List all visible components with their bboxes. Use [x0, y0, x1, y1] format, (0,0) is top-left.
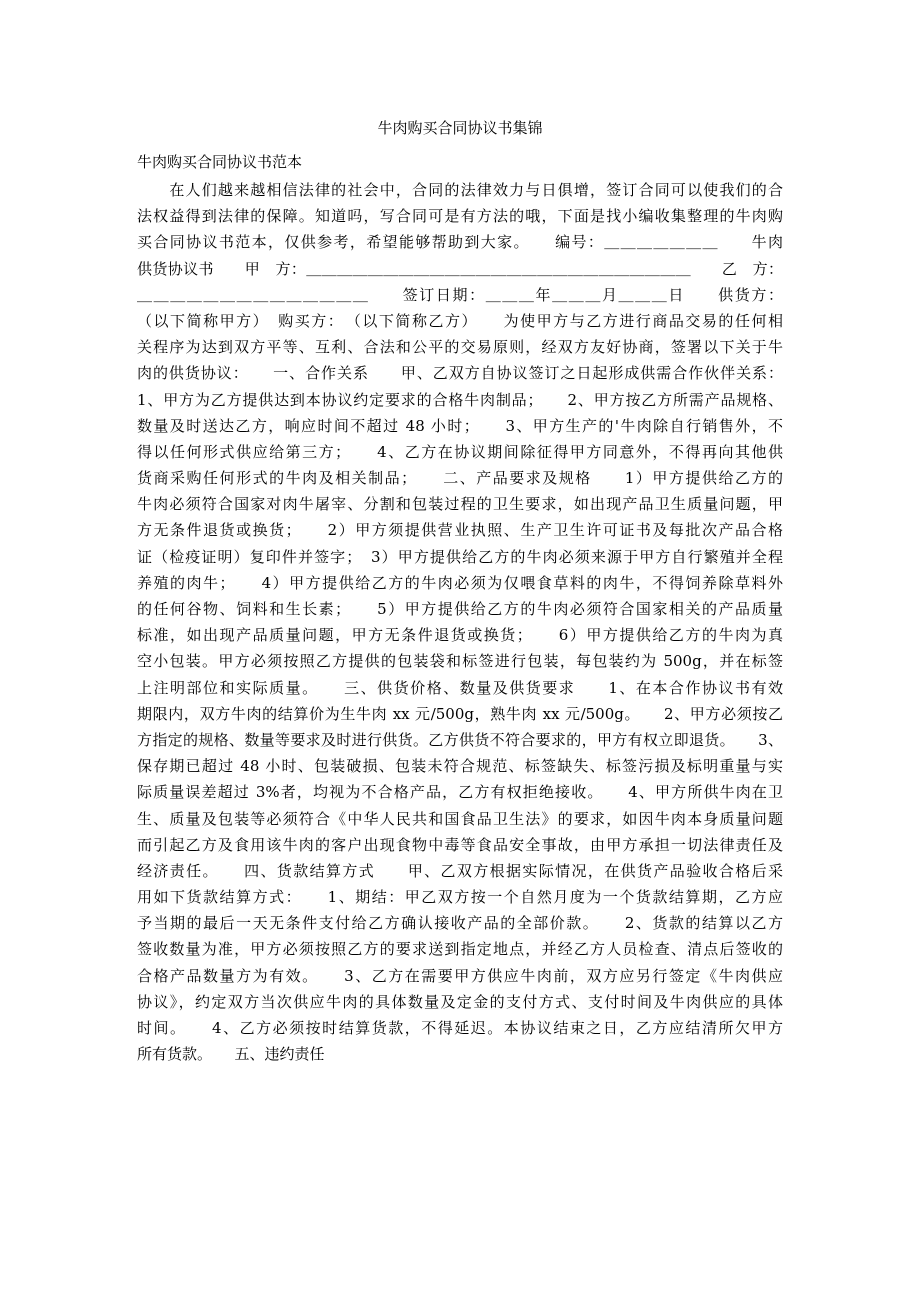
- body-line: 标准，如出现产品质量问题，甲方无条件退货或换货； 6）甲方提供给乙方的牛肉为真: [137, 626, 783, 645]
- document-subtitle: 牛肉购买合同协议书范本: [137, 153, 303, 171]
- body-line: 期限内，双方牛肉的结算价为生牛肉 xx 元/500g，熟牛肉 xx 元/500g。 2、甲方必须按乙: [137, 704, 783, 723]
- document-body: [137, 177, 783, 1067]
- body-line: 的任何谷物、饲料和生长素； 5）甲方提供给乙方的牛肉必须符合国家相关的产品质量: [137, 600, 783, 618]
- body-line: 货商采购任何形式的牛肉及相关制品； 二、产品要求及规格 1）甲方提供给乙方的: [137, 469, 783, 488]
- body-line: 数量及时送达乙方，响应时间不超过 48 小时； 3、甲方生产的'牛肉除自行销售外，不: [137, 416, 783, 435]
- body-line: 而引起乙方及食用该牛肉的客户出现食物中毒等食品安全事故，由甲方承担一切法律责任及: [137, 835, 783, 854]
- body-line: 供货协议书 甲 方：＿＿＿＿＿＿＿＿＿＿＿＿＿＿＿＿＿＿＿＿＿＿＿＿＿ 乙 方：: [137, 259, 783, 278]
- body-line: 1、甲方为乙方提供达到本协议约定要求的合格牛肉制品； 2、甲方按乙方所需产品规格、: [137, 390, 783, 409]
- body-line: 合格产品数量方为有效。 3、乙方在需要甲方供应牛肉前，双方应另行签定《牛肉供应: [137, 966, 783, 985]
- body-line: 方无条件退货或换货； 2）甲方须提供营业执照、生产卫生许可证书及每批次产品合格: [137, 521, 783, 540]
- body-line: 方指定的规格、数量等要求及时进行供货。乙方供货不符合要求的，甲方有权立即退货。 3、: [137, 730, 783, 749]
- body-line: 法权益得到法律的保障。知道吗，写合同可是有方法的哦，下面是找小编收集整理的牛肉购: [137, 207, 783, 226]
- body-line: 生、质量及包装等必须符合《中华人民共和国食品卫生法》的要求，如因牛肉本身质量问题: [137, 809, 783, 828]
- body-line: 际质量误差超过 3%者，均视为不合格产品，乙方有权拒绝接收。 4、甲方所供牛肉在卫: [137, 783, 783, 802]
- body-line: 关程序为达到双方平等、互利、合法和公平的交易原则，经双方友好协商，签署以下关于牛: [137, 338, 783, 357]
- body-line: 经济责任。 四、货款结算方式 甲、乙双方根据实际情况，在供货产品验收合格后采: [137, 861, 783, 880]
- body-line: 用如下货款结算方式： 1、期结：甲乙双方按一个自然月度为一个货款结算期，乙方应: [137, 888, 783, 907]
- body-line: 予当期的最后一天无条件支付给乙方确认接收产品的全部价款。 2、货款的结算以乙方: [137, 914, 783, 933]
- body-line: 时间。 4、乙方必须按时结算货款，不得延迟。本协议结束之日，乙方应结清所欠甲方: [137, 1019, 783, 1037]
- body-line: 上注明部位和实际质量。 三、供货价格、数量及供货要求 1、在本合作协议书有效: [137, 678, 783, 697]
- body-line: 买合同协议书范本，仅供参考，希望能够帮助到大家。 编号：＿＿＿＿＿＿＿ 牛肉: [137, 233, 783, 252]
- body-line: 牛肉必须符合国家对肉牛屠宰、分割和包装过程的卫生要求，如出现产品卫生质量问题，甲: [137, 495, 783, 514]
- body-line: 空小包装。甲方必须按照乙方提供的包装袋和标签进行包装，每包装约为 500g，并在标签: [137, 652, 783, 671]
- body-line: 签收数量为准，甲方必须按照乙方的要求送到指定地点，并经乙方人员检查、清点后签收的: [137, 940, 783, 959]
- body-line: 在人们越来越相信法律的社会中，合同的法律效力与日俱增，签订合同可以使我们的合: [137, 181, 783, 199]
- body-line: 协议》，约定双方当次供应牛肉的具体数量及定金的支付方式、支付时间及牛肉供应的具体: [137, 992, 783, 1011]
- body-line: 养殖的肉牛； 4）甲方提供给乙方的牛肉必须为仅喂食草料的肉牛，不得饲养除草料外: [137, 573, 783, 592]
- body-line: 证（检疫证明）复印件并签字； 3）甲方提供给乙方的牛肉必须来源于甲方自行繁殖并全程: [137, 547, 783, 566]
- body-line: 肉的供货协议： 一、合作关系 甲、乙双方自协议签订之日起形成供需合作伙伴关系：: [137, 364, 783, 383]
- body-line: ＿＿＿＿＿＿＿＿＿＿＿＿＿＿ 签订日期：＿＿＿年＿＿＿月＿＿＿日 供货方：: [137, 285, 783, 304]
- body-line: 保存期已超过 48 小时、包装破损、包装未符合规范、标签缺失、标签污损及标明重量与实: [137, 757, 783, 776]
- body-line: 所有货款。 五、违约责任: [137, 1045, 325, 1064]
- document-title: 牛肉购买合同协议书集锦: [377, 119, 543, 137]
- body-line: 得以任何形式供应给第三方； 4、乙方在协议期间除征得甲方同意外，不得再向其他供: [137, 442, 783, 461]
- body-line: （以下简称甲方） 购买方： （以下简称乙方） 为使甲方与乙方进行商品交易的任何相: [137, 311, 783, 330]
